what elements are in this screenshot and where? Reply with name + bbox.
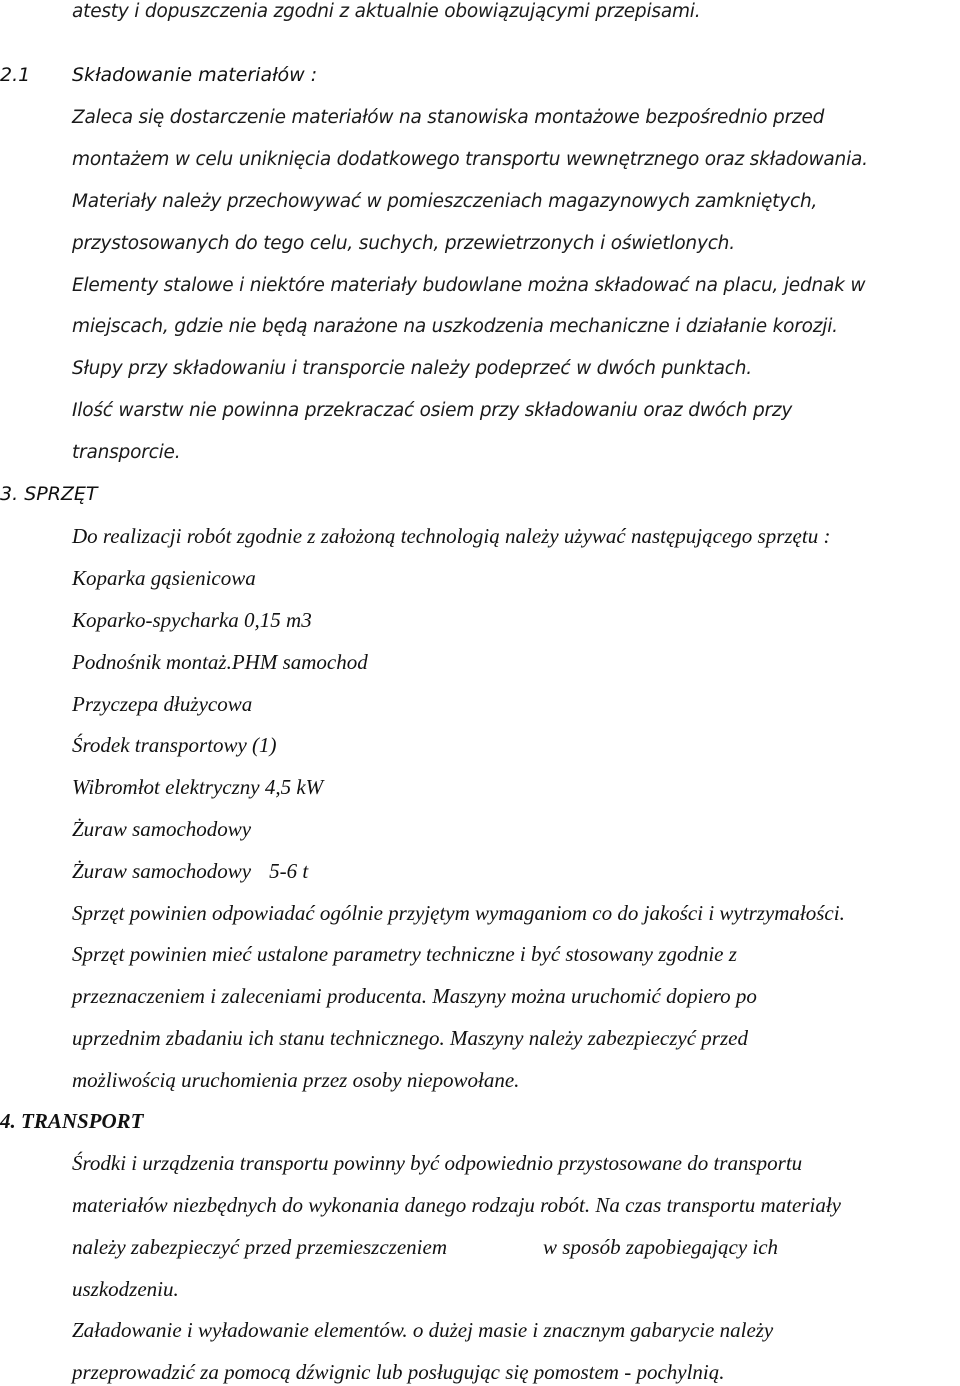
section-3-paragraph-line: Sprzęt powinien odpowiadać ogólnie przyjętym wymaganiom co do jakości i wytrzymałości.: [72, 901, 845, 925]
crane-capacity: 5-6 t: [269, 859, 309, 883]
equipment-item: Przyczepa dłużycowa: [72, 692, 253, 716]
section-2-1-heading: [0, 66, 317, 85]
equipment-item-crane: [72, 861, 308, 882]
equipment-item: Koparko-spycharka 0,15 m3: [72, 608, 312, 632]
equipment-item: Środek transportowy (1): [72, 733, 277, 757]
section-3-number: 3.: [0, 483, 19, 505]
section-3-paragraph-line: uprzednim zbadaniu ich stanu technicznego. Maszyny należy zabezpieczyć przed: [72, 1026, 748, 1050]
section-4-line: Środki i urządzenia transportu powinny być odpowiednio przystosowane do transportu: [72, 1151, 803, 1175]
top-line-text: atesty i dopuszczenia zgodni z aktualnie obowiązującymi przepisami.: [72, 1, 701, 22]
section-2-1-line: przystosowanych do tego celu, suchych, przewietrzonych i oświetlonych.: [72, 233, 735, 254]
equipment-item: Wibromłot elektryczny 4,5 kW: [72, 775, 324, 799]
section-3-heading: [0, 485, 98, 504]
section-2-1-line: Elementy stalowe i niektóre materiały budowlane można składować na placu, jednak w: [72, 275, 866, 296]
section-4-heading: [0, 1111, 144, 1132]
section-4-title: TRANSPORT: [21, 1109, 144, 1133]
section-4-number: 4.: [0, 1109, 16, 1133]
section-4-line-split: [72, 1237, 778, 1258]
section-3-paragraph-line: Sprzęt powinien mieć ustalone parametry techniczne i być stosowany zgodnie z: [72, 942, 737, 966]
section-2-1-number: 2.1: [0, 64, 31, 86]
section-4-line3-part1: należy zabezpieczyć przed przemieszczeniem: [72, 1235, 447, 1259]
section-2-1-line: transporcie.: [72, 442, 181, 463]
section-3-paragraph-line: przeznaczeniem i zaleceniami producenta. Maszyny można uruchomić dopiero po: [72, 984, 757, 1008]
equipment-item: Koparka gąsienicowa: [72, 566, 256, 590]
section-2-1-line: Słupy przy składowaniu i transporcie należy podeprzeć w dwóch punktach.: [72, 358, 752, 379]
section-3-title: SPRZĘT: [24, 483, 98, 505]
loading-line: przeprowadzić za pomocą dźwignic lub posługując się pomostem - pochylnią.: [72, 1360, 725, 1384]
crane-label: Żuraw samochodowy: [72, 859, 252, 883]
section-2-1-title: Składowanie materiałów :: [72, 64, 318, 86]
section-4-line: uszkodzeniu.: [72, 1277, 179, 1301]
section-3-intro: Do realizacji robót zgodnie z założoną technologią należy używać następującego sprzętu :: [72, 524, 831, 548]
equipment-item: Żuraw samochodowy: [72, 817, 252, 841]
section-2-1-line: Zaleca się dostarczenie materiałów na stanowiska montażowe bezpośrednio przed: [72, 107, 825, 128]
section-2-1-line: Materiały należy przechowywać w pomieszczeniach magazynowych zamkniętych,: [72, 191, 818, 212]
section-2-1-line: Ilość warstw nie powinna przekraczać osiem przy składowaniu oraz dwóch przy: [72, 400, 793, 421]
section-4-line3-part2: w sposób zapobiegający ich: [543, 1235, 779, 1259]
section-3-paragraph-line: możliwością uruchomienia przez osoby niepowołane.: [72, 1068, 520, 1092]
section-2-1-line: miejscach, gdzie nie będą narażone na uszkodzenia mechaniczne i działanie korozji.: [72, 316, 838, 337]
equipment-item: Podnośnik montaż.PHM samochod: [72, 650, 368, 674]
section-2-1-line: montażem w celu uniknięcia dodatkowego transportu wewnętrznego oraz składowania.: [72, 149, 868, 170]
loading-line: Załadowanie i wyładowanie elementów. o dużej masie i znacznym gabarycie należy: [72, 1318, 774, 1342]
section-4-line: materiałów niezbędnych do wykonania danego rodzaju robót. Na czas transportu materiały: [72, 1193, 841, 1217]
